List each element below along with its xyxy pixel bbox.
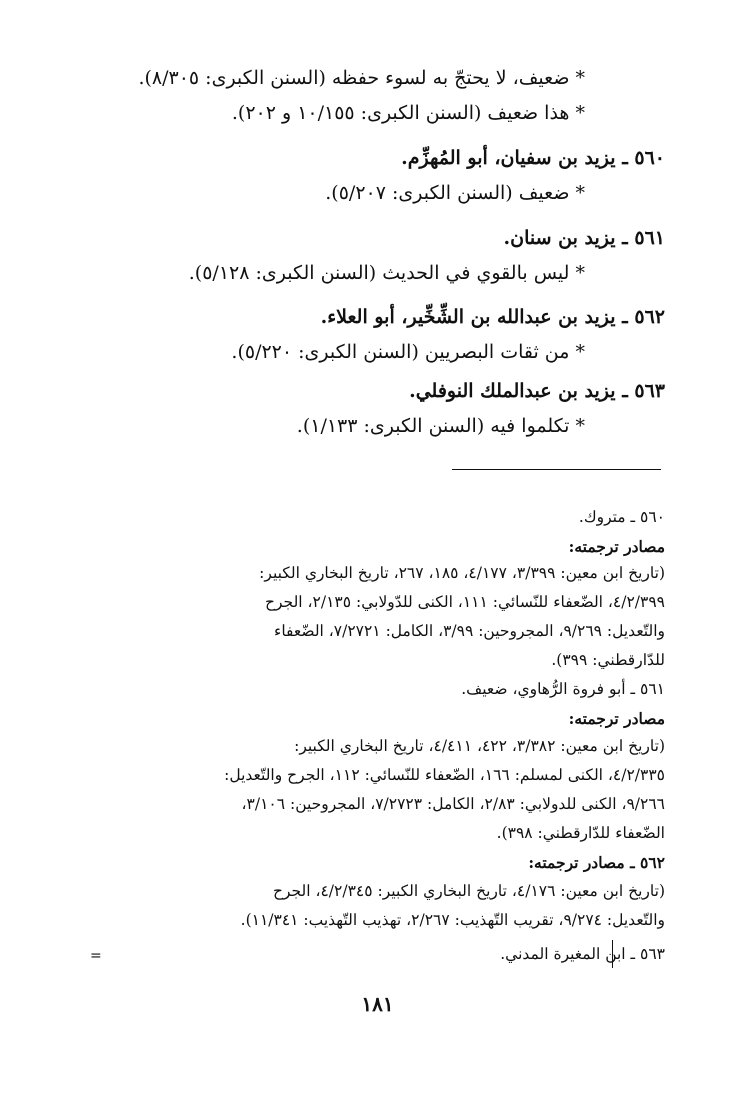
footnote-line-5: والتّعديل: ٩/٢٦٩، المجروحين: ٣/٩٩، الكامل: ٧/٢٧٢١، الضّعفاء xyxy=(274,622,665,640)
footnote-line-3: (تاريخ ابن معين: ٣/٣٩٩، ٤/١٧٧، ١٨٥، ٢٦٧، تاريخ البخاري الكبير: xyxy=(259,564,665,582)
margin-mark: = xyxy=(90,948,102,964)
footnote-line-11: ٩/٢٦٦، الكنى للدولابي: ٢/٨٣، الكامل: ٧/٢٧٢٣، المجروحين: ٣/١٠٦، xyxy=(241,795,665,813)
footnote-line-12: الضّعفاء للدّارقطني: ٣٩٨). xyxy=(496,824,665,842)
page-number: ١٨١ xyxy=(361,992,394,1016)
footnote-line-4: ٤/٢/٣٩٩، الضّعفاء للنّسائي: ١١١، الكنى للدّولابي: ٢/١٣٥، الجرح xyxy=(265,593,665,611)
footnote-561-sources-heading: مصادر ترجمته: xyxy=(568,709,665,728)
footnote-561-label: ٥٦١ ـ أبو فروة الرُّهاوي، ضعيف. xyxy=(461,680,665,698)
entry-560-heading: ٥٦٠ ـ يزيد بن سفيان، أبو المُهزِّم. xyxy=(401,147,665,169)
footnote-line-9: (تاريخ ابن معين: ٣/٣٨٢، ٤٢٢، ٤/٤١١، تاريخ البخاري الكبير: xyxy=(294,737,665,755)
footnote-line-6: للدّارقطني: ٣٩٩). xyxy=(551,651,665,669)
entry-561-heading: ٥٦١ ـ يزيد بن سنان. xyxy=(503,227,665,249)
main-line-4: * ضعيف (السنن الكبرى: ٥/٢٠٧). xyxy=(325,182,585,204)
entry-562-heading: ٥٦٢ ـ يزيد بن عبدالله بن الشِّخِّير، أبو العلاء. xyxy=(320,306,665,328)
main-line-10: * تكلموا فيه (السنن الكبرى: ١/١٣٣). xyxy=(296,415,585,437)
main-line-6: * ليس بالقوي في الحديث (السنن الكبرى: ٥/١٢٨). xyxy=(188,262,585,284)
footnote-562-sources-heading: ٥٦٢ ـ مصادر ترجمته: xyxy=(528,853,665,872)
main-line-2: * هذا ضعيف (السنن الكبرى: ١٠/١٥٥ و ٢٠٢). xyxy=(231,102,585,124)
page-edge-mark xyxy=(612,940,613,968)
main-line-8: * من ثقات البصريين (السنن الكبرى: ٥/٢٢٠). xyxy=(231,341,585,363)
footnote-560-sources-heading: مصادر ترجمته: xyxy=(568,537,665,556)
main-line-1: * ضعيف، لا يحتجّ به لسوء حفظه (السنن الكبرى: ٨/٣٠٥). xyxy=(138,67,585,89)
footnote-divider xyxy=(452,469,661,470)
footnote-560-label: ٥٦٠ ـ متروك. xyxy=(578,508,665,526)
entry-563-heading: ٥٦٣ ـ يزيد بن عبدالملك النوفلي. xyxy=(409,380,665,402)
footnote-line-10: ٤/٢/٣٣٥، الكنى لمسلم: ١٦٦، الضّعفاء للنّسائي: ١١٢، الجرح والتّعديل: xyxy=(224,766,665,784)
footnote-line-15: والتّعديل: ٩/٢٧٤، تقريب التّهذيب: ٢/٢٦٧، تهذيب التّهذيب: ١١/٣٤١). xyxy=(240,911,665,929)
footnote-563-label: ٥٦٣ ـ ابن المغيرة المدني. xyxy=(500,945,665,963)
footnote-line-14: (تاريخ ابن معين: ٤/١٧٦، تاريخ البخاري الكبير: ٤/٢/٣٤٥، الجرح xyxy=(272,882,665,900)
